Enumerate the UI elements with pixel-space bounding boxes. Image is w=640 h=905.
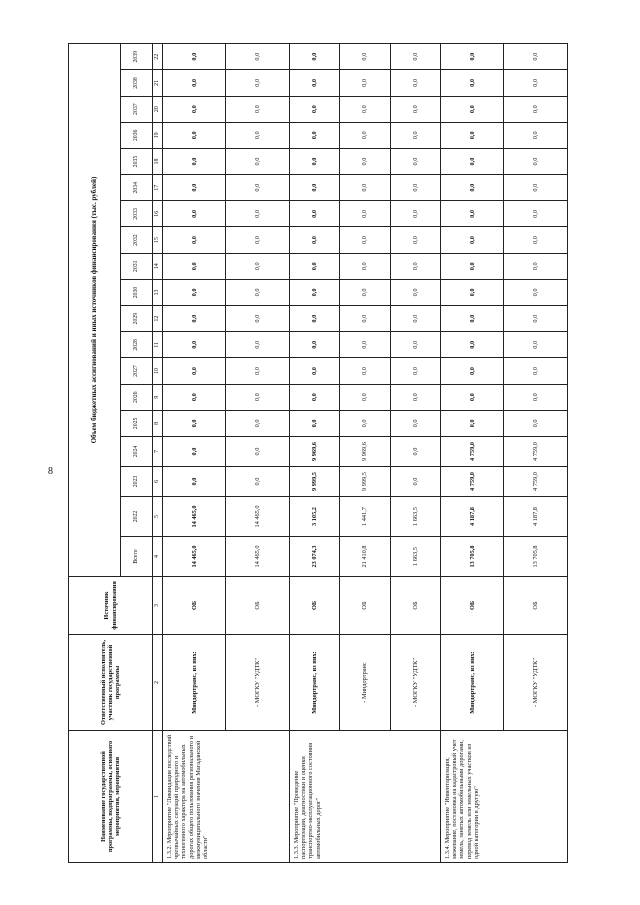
value-cell: 0,0 [163,175,226,201]
value-cell: 0,0 [226,358,289,384]
header-year: 2032 [121,227,153,253]
header-year: 2037 [121,96,153,122]
value-cell: 0,0 [441,122,504,148]
value-cell: 0,0 [226,467,289,497]
value-cell: 0,0 [390,96,440,122]
value-cell: 0,0 [226,410,289,436]
value-cell: 0,0 [163,70,226,96]
value-cell: 0,0 [390,410,440,436]
value-cell: 0,0 [340,332,390,358]
header-year: 2029 [121,306,153,332]
column-index: 5 [153,497,163,537]
value-cell: 0,0 [441,253,504,279]
column-index-row [153,44,163,863]
value-cell: 0,0 [289,44,339,70]
header-year: 2034 [121,175,153,201]
value-cell: 0,0 [163,358,226,384]
header-year: 2028 [121,332,153,358]
header-year: 2023 [121,467,153,497]
value-cell: 0,0 [289,96,339,122]
value-cell: 0,0 [163,467,226,497]
total-cell: 13 705,8 [441,537,504,577]
value-cell: 0,0 [340,279,390,305]
value-cell: 0,0 [163,332,226,358]
value-cell: 0,0 [441,44,504,70]
column-index: 12 [153,306,163,332]
value-cell: 0,0 [441,332,504,358]
value-cell: 0,0 [441,148,504,174]
value-cell: 0,0 [163,384,226,410]
value-cell: 0,0 [390,384,440,410]
source-cell: ОБ [289,577,339,635]
value-cell: 0,0 [226,175,289,201]
value-cell: 0,0 [289,175,339,201]
value-cell: 0,0 [163,306,226,332]
source-cell: ОБ [390,577,440,635]
column-index: 18 [153,148,163,174]
value-cell: 0,0 [390,358,440,384]
value-cell: 0,0 [163,410,226,436]
value-cell: 4 759,0 [504,437,568,467]
value-cell: 0,0 [226,148,289,174]
header-year: 2035 [121,148,153,174]
total-cell: 14 465,0 [163,537,226,577]
value-cell: 0,0 [390,201,440,227]
value-cell: 0,0 [390,306,440,332]
value-cell: 0,0 [441,279,504,305]
value-cell: 0,0 [226,279,289,305]
value-cell: 0,0 [390,175,440,201]
value-cell: 0,0 [289,253,339,279]
value-cell: 0,0 [163,44,226,70]
value-cell: 4 187,8 [504,497,568,537]
executor-cell: - МОГКУ "УДТК" [390,635,440,731]
value-cell: 1 441,7 [340,497,390,537]
total-cell: 1 663,5 [390,537,440,577]
table-row [163,44,226,863]
value-cell: 0,0 [441,358,504,384]
value-cell: 4 759,0 [441,437,504,467]
total-cell: 21 410,8 [340,537,390,577]
value-cell: 0,0 [226,44,289,70]
header-year: 2030 [121,279,153,305]
value-cell: 0,0 [163,227,226,253]
value-cell: 0,0 [289,358,339,384]
value-cell: 0,0 [390,227,440,253]
value-cell: 0,0 [163,253,226,279]
source-cell: ОБ [340,577,390,635]
value-cell: 0,0 [390,122,440,148]
value-cell: 0,0 [289,70,339,96]
column-index: 9 [153,384,163,410]
measure-name: 1.3.3. Мероприятие "Проведение паспортизации, диагностики и оценки транспортно-эксплуатационного состояния автомобильных дорог" [289,731,440,863]
measure-name: 1.3.2. Мероприятие "Ликвидация последствий чрезвычайных ситуаций природного и техногенного характера на автомобильных дорогах общего пользования регионального и межмуниципального значения Магаданской области" [163,731,290,863]
value-cell: 0,0 [504,279,568,305]
column-index: 21 [153,70,163,96]
value-cell: 9 969,6 [340,437,390,467]
value-cell: 3 105,2 [289,497,339,537]
value-cell: 0,0 [390,467,440,497]
value-cell: 0,0 [340,410,390,436]
value-cell: 0,0 [163,279,226,305]
header-year: 2036 [121,122,153,148]
value-cell: 14 465,0 [163,497,226,537]
value-cell: 0,0 [390,70,440,96]
value-cell: 0,0 [289,148,339,174]
value-cell: 0,0 [340,384,390,410]
column-index: 19 [153,122,163,148]
value-cell: 0,0 [226,332,289,358]
value-cell: 0,0 [289,306,339,332]
column-index: 10 [153,358,163,384]
value-cell: 0,0 [441,96,504,122]
value-cell: 0,0 [390,148,440,174]
value-cell: 0,0 [289,279,339,305]
value-cell: 0,0 [504,96,568,122]
value-cell: 0,0 [340,148,390,174]
header-total: Всего [121,537,153,577]
value-cell: 0,0 [504,227,568,253]
header-program-name: Наименование государственной программы, подпрограммы, основного мероприятия, мероприятия [69,731,153,863]
column-index: 8 [153,410,163,436]
value-cell: 0,0 [226,306,289,332]
column-index: 7 [153,437,163,467]
value-cell: 9 999,5 [289,467,339,497]
header-source: Источник финансирования [69,577,153,635]
funding-table [68,43,568,863]
table-row [289,44,339,863]
source-cell: ОБ [226,577,289,635]
column-index: 17 [153,175,163,201]
total-cell: 14 465,0 [226,537,289,577]
value-cell: 0,0 [226,253,289,279]
column-index: 15 [153,227,163,253]
column-index: 2 [153,635,163,731]
value-cell: 0,0 [163,96,226,122]
value-cell: 0,0 [390,279,440,305]
value-cell: 0,0 [340,175,390,201]
header-year: 2024 [121,437,153,467]
executor-cell: - МОГКУ "УДТК" [504,635,568,731]
value-cell: 1 663,5 [390,497,440,537]
table-row [441,44,504,863]
value-cell: 0,0 [504,410,568,436]
value-cell: 0,0 [340,227,390,253]
value-cell: 0,0 [441,306,504,332]
value-cell: 0,0 [163,437,226,467]
column-index: 11 [153,332,163,358]
value-cell: 0,0 [504,122,568,148]
column-index: 16 [153,201,163,227]
value-cell: 0,0 [226,437,289,467]
value-cell: 0,0 [289,384,339,410]
value-cell: 0,0 [226,122,289,148]
value-cell: 0,0 [504,306,568,332]
value-cell: 0,0 [340,306,390,332]
header-year: 2038 [121,70,153,96]
column-index: 22 [153,44,163,70]
measure-name: 1.3.4. Мероприятие "Инвентаризация, межевание, постановка на кадастровый учет земель, занятых автомобильными дорогами, перевод земель или земельных участков из одной категории в другую" [441,731,568,863]
header-year: 2027 [121,358,153,384]
value-cell: 0,0 [163,201,226,227]
value-cell: 0,0 [504,44,568,70]
value-cell: 0,0 [504,384,568,410]
executor-cell: Миндортранс, из них: [163,635,226,731]
value-cell: 0,0 [289,410,339,436]
header-year: 2022 [121,497,153,537]
value-cell: 0,0 [289,227,339,253]
value-cell: 9 969,6 [289,437,339,467]
value-cell: 0,0 [289,122,339,148]
total-cell: 13 705,8 [504,537,568,577]
value-cell: 0,0 [390,253,440,279]
value-cell: 0,0 [390,332,440,358]
source-cell: ОБ [441,577,504,635]
value-cell: 0,0 [340,96,390,122]
value-cell: 0,0 [226,96,289,122]
value-cell: 0,0 [504,358,568,384]
column-index: 1 [153,731,163,863]
executor-cell: - Миндортранс [340,635,390,731]
column-index: 4 [153,537,163,577]
value-cell: 0,0 [340,253,390,279]
column-index: 14 [153,253,163,279]
header-executor: Ответственный исполнитель, участник государственной программы [69,635,153,731]
value-cell: 0,0 [163,148,226,174]
executor-cell: - МОГКУ "УДТК" [226,635,289,731]
value-cell: 0,0 [390,44,440,70]
value-cell: 0,0 [441,175,504,201]
value-cell: 0,0 [340,358,390,384]
value-cell: 0,0 [226,70,289,96]
value-cell: 0,0 [289,332,339,358]
value-cell: 0,0 [226,384,289,410]
value-cell: 14 465,0 [226,497,289,537]
value-cell: 0,0 [226,201,289,227]
header-year: 2033 [121,201,153,227]
page-number: 8 [48,466,53,477]
value-cell: 0,0 [226,227,289,253]
value-cell: 0,0 [441,410,504,436]
value-cell: 4 759,0 [504,467,568,497]
value-cell: 0,0 [289,201,339,227]
value-cell: 9 999,5 [340,467,390,497]
value-cell: 0,0 [163,122,226,148]
executor-cell: Миндортранс, из них: [441,635,504,731]
header-year: 2025 [121,410,153,436]
value-cell: 0,0 [441,384,504,410]
value-cell: 0,0 [340,70,390,96]
value-cell: 0,0 [504,201,568,227]
header-year: 2039 [121,44,153,70]
executor-cell: Миндортранс, из них: [289,635,339,731]
column-index: 3 [153,577,163,635]
source-cell: ОБ [163,577,226,635]
value-cell: 0,0 [390,437,440,467]
value-cell: 0,0 [504,175,568,201]
header-funding: Объем бюджетных ассигнований и иных источников финансирования (тыс. рублей) [69,44,121,577]
header-year: 2031 [121,253,153,279]
column-index: 20 [153,96,163,122]
column-index: 6 [153,467,163,497]
value-cell: 0,0 [340,44,390,70]
column-index: 13 [153,279,163,305]
value-cell: 0,0 [504,253,568,279]
value-cell: 0,0 [340,201,390,227]
header-year: 2026 [121,384,153,410]
value-cell: 0,0 [504,148,568,174]
total-cell: 23 074,3 [289,537,339,577]
value-cell: 0,0 [441,227,504,253]
value-cell: 0,0 [340,122,390,148]
value-cell: 0,0 [441,201,504,227]
source-cell: ОБ [504,577,568,635]
value-cell: 0,0 [504,70,568,96]
value-cell: 4 759,0 [441,467,504,497]
value-cell: 4 187,8 [441,497,504,537]
value-cell: 0,0 [504,332,568,358]
value-cell: 0,0 [441,70,504,96]
